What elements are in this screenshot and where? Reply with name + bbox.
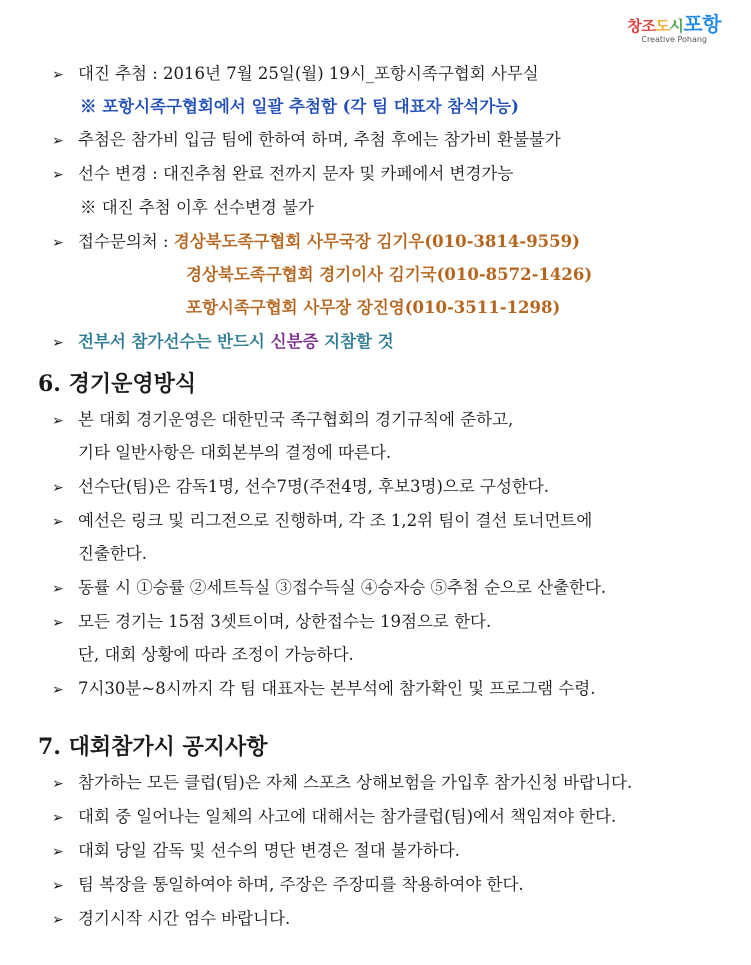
tiebreak-rule: 동률 시 ①승률 ②세트득실 ③접수득실 ④승자승 ⑤추첨 순으로 산출한다. [78,578,607,597]
contact-3: 포항시족구협회 사무장 장진영(010-3511-1298) [186,298,561,317]
match-format-line1: 모든 경기는 15점 3셋트이며, 상한접수는 19점으로 한다. [78,612,492,631]
bullet-arrow-icon: ➢ [52,844,64,860]
bullet-arrow-icon: ➢ [52,413,64,429]
contact-label: 접수문의처 : [78,232,174,251]
preliminary-format-line1: 예선은 링크 및 리그전으로 진행하며, 각 조 1,2위 팀이 결선 토너먼트에 [78,511,593,530]
contact-section [78,231,580,253]
bullet-arrow-icon: ➢ [52,235,64,251]
check-in-time: 7시30분~8시까지 각 팀 대표자는 본부석에 참가확인 및 프로그램 수령. [78,679,596,698]
bullet-arrow-icon: ➢ [52,776,64,792]
rules-basis-line2: 기타 일반사항은 대회본부의 결정에 따른다. [78,443,392,462]
team-composition: 선수단(팀)은 감독1명, 선수7명(주전4명, 후보3명)으로 구성한다. [78,477,550,496]
preliminary-format-line2: 진출한다. [78,544,148,563]
player-change-rule: 선수 변경 : 대진추첨 완료 전까지 문자 및 카페에서 변경가능 [78,164,514,183]
match-format-line2: 단, 대회 상황에 따라 조정이 가능하다. [78,645,354,664]
contact-2: 경상북도족구협회 경기이사 김기국(010-8572-1426) [186,265,593,284]
insurance-notice: 참가하는 모든 클럽(팀)은 자체 스포츠 상해보험을 가입후 참가신청 바랍니다. [78,773,633,792]
bullet-arrow-icon: ➢ [52,682,64,698]
rules-basis-line1: 본 대회 경기운영은 대한민국 족구협회의 경기규칙에 준하고, [78,410,514,429]
logo-wordmark: 창조도시포항 [627,12,721,36]
roster-change-notice: 대회 당일 감독 및 선수의 명단 변경은 절대 불가하다. [78,841,460,860]
bullet-arrow-icon: ➢ [52,514,64,530]
player-change-note: ※ 대진 추첨 이후 선수변경 불가 [80,198,314,217]
bullet-arrow-icon: ➢ [52,810,64,826]
bullet-arrow-icon: ➢ [52,912,64,928]
creative-pohang-logo [627,8,721,44]
bullet-arrow-icon: ➢ [52,581,64,597]
bullet-arrow-icon: ➢ [52,167,64,183]
bullet-arrow-icon: ➢ [52,67,64,83]
liability-notice: 대회 중 일어나는 일체의 사고에 대해서는 참가클럽(팀)에서 책임져야 한다. [78,807,617,826]
draw-schedule: 대진 추첨 : 2016년 7월 25일(월) 19시_포항시족구협회 사무실 [78,64,539,83]
bullet-arrow-icon: ➢ [52,335,64,351]
bullet-arrow-icon: ➢ [52,480,64,496]
uniform-notice: 팀 복장을 통일하여야 하며, 주장은 주장띠를 착용하여야 한다. [78,875,524,894]
draw-fee-rule: 추첨은 참가비 입금 팀에 한하여 하며, 추첨 후에는 참가비 환불불가 [78,130,561,149]
id-card-notice: 전부서 참가선수는 반드시 신분증 지참할 것 [78,332,394,351]
punctuality-notice: 경기시작 시간 엄수 바랍니다. [78,909,291,928]
bullet-arrow-icon: ➢ [52,615,64,631]
section-6-title: 6. 경기운영방식 [38,371,197,397]
bullet-arrow-icon: ➢ [52,878,64,894]
section-7-title: 7. 대회참가시 공지사항 [38,734,268,760]
draw-schedule-note: ※ 포항시족구협회에서 일괄 추첨함 (각 팀 대표자 참석가능) [80,97,519,116]
logo-subtitle: Creative Pohang [641,35,707,44]
bullet-arrow-icon: ➢ [52,133,64,149]
contact-1: 경상북도족구협회 사무국장 김기우(010-3814-9559) [173,232,580,251]
